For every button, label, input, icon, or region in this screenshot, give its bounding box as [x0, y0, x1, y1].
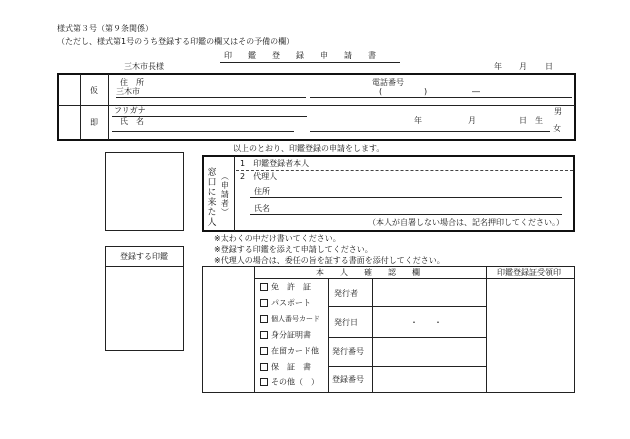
phone-dash: ―: [472, 87, 480, 96]
date-day: 日: [545, 62, 553, 71]
phone-close: ): [424, 87, 428, 96]
registered-seal-box: [105, 246, 184, 351]
form-note: （ただし、様式第1号のうち登録する印鑑の欄又はその予備の欄）: [57, 37, 295, 46]
registration-number-label: 登録番号: [332, 375, 364, 384]
doc-residence-card[interactable]: [260, 347, 319, 356]
issue-number-label: 発行番号: [332, 347, 364, 356]
furigana-label: フリガナ: [114, 106, 146, 115]
city-label: 三木市: [116, 87, 140, 96]
date-year: 年: [494, 62, 502, 71]
name-label: 氏 名: [120, 117, 144, 126]
seal-box-label: 登録する印鑑: [120, 252, 168, 261]
issue-date-separator: ・ ・: [410, 318, 442, 327]
issue-date-label: 発行日: [334, 318, 358, 327]
applicant-divider-1: [80, 74, 81, 140]
applicant-divider-2: [108, 74, 109, 140]
page-title: 印 鑑 登 録 申 請 書: [224, 51, 376, 60]
form-number: 様式第３号（第９条関係）: [57, 24, 153, 33]
verification-row-2: [328, 337, 486, 338]
date-month: 月: [519, 62, 527, 71]
visitor-side-label: 窓口に来た人: [205, 167, 216, 227]
verification-col-1: [254, 267, 255, 392]
phone-label: 電話番号: [372, 78, 404, 87]
verification-row-3: [328, 366, 486, 367]
statement: 以上のとおり、印鑑登録の申請をします。: [233, 144, 385, 153]
instruction-2: ※登録する印鑑を添えて申請してください。: [214, 245, 373, 254]
visitor-option-self[interactable]: 1 印鑑登録者本人: [240, 159, 310, 168]
doc-id[interactable]: [260, 331, 311, 340]
verification-header-line: [254, 278, 574, 279]
visitor-note: （本人が自署しない場合は、記名押印してください。）: [368, 218, 564, 227]
visitor-option-divider: [236, 170, 573, 171]
sex-male[interactable]: 男: [554, 107, 562, 116]
doc-license-label: 免 許 証: [271, 282, 311, 292]
instruction-1: ※太わくの中だけ書いてください。: [214, 234, 341, 243]
doc-residence-label: 在留カード他: [271, 346, 319, 356]
doc-id-checkbox[interactable]: [260, 331, 268, 339]
doc-license[interactable]: [260, 283, 311, 292]
doc-mynumber-checkbox[interactable]: [260, 315, 268, 323]
sex-female[interactable]: 女: [553, 124, 561, 133]
birth-year: 年: [414, 116, 422, 125]
doc-passport-checkbox[interactable]: [260, 299, 268, 307]
doc-other-label: その他（ ）: [271, 377, 319, 387]
birth-day: 日 生: [519, 116, 543, 125]
verification-row-1: [328, 306, 486, 307]
issuer-label: 発行者: [334, 289, 358, 298]
doc-guarantee-checkbox[interactable]: [260, 363, 268, 371]
doc-mynumber-label: 個人番号カード: [271, 315, 320, 323]
visitor-name-field[interactable]: [250, 214, 562, 215]
address-label: 住 所: [120, 78, 144, 87]
doc-passport-label: パスポート: [271, 298, 311, 308]
verification-header: 本 人 確 認 欄: [316, 268, 420, 277]
verification-col-4: [486, 267, 487, 392]
doc-guarantee[interactable]: [260, 363, 311, 372]
visitor-divider: [234, 156, 235, 231]
verification-col-2: [328, 278, 329, 392]
spare-seal-box: [105, 152, 184, 231]
title-underline: [220, 62, 400, 63]
doc-license-checkbox[interactable]: [260, 283, 268, 291]
phone-field[interactable]: [310, 97, 572, 98]
name-field[interactable]: [112, 131, 294, 132]
soku-label: 即: [90, 118, 98, 127]
visitor-side-sublabel: （申請者）: [220, 172, 230, 217]
verification-col-3: [372, 278, 373, 392]
birthdate-field[interactable]: [310, 131, 550, 132]
doc-passport[interactable]: [260, 299, 311, 308]
verification-table: [202, 266, 575, 393]
phone-open: (: [379, 87, 383, 96]
visitor-address-label: 住所: [254, 187, 270, 196]
kari-label: 仮: [90, 86, 98, 95]
visitor-option-proxy[interactable]: 2 代理人: [240, 172, 278, 181]
addressee: 三木市長様: [124, 62, 164, 71]
seal-box-divider: [106, 266, 183, 267]
instruction-3: ※代理人の場合は、委任の旨を証する書面を添付してください。: [214, 256, 445, 265]
doc-other[interactable]: [260, 378, 319, 387]
address-field[interactable]: [116, 97, 306, 98]
visitor-name-label: 氏名: [254, 204, 270, 213]
doc-other-checkbox[interactable]: [260, 378, 268, 386]
doc-guarantee-label: 保 証 書: [271, 362, 311, 372]
receipt-header: 印鑑登録証受領印: [497, 268, 561, 277]
visitor-address-field[interactable]: [250, 197, 562, 198]
doc-id-label: 身分証明書: [271, 330, 311, 340]
birth-month: 月: [468, 116, 476, 125]
doc-mynumber[interactable]: [260, 315, 320, 323]
doc-residence-checkbox[interactable]: [260, 347, 268, 355]
